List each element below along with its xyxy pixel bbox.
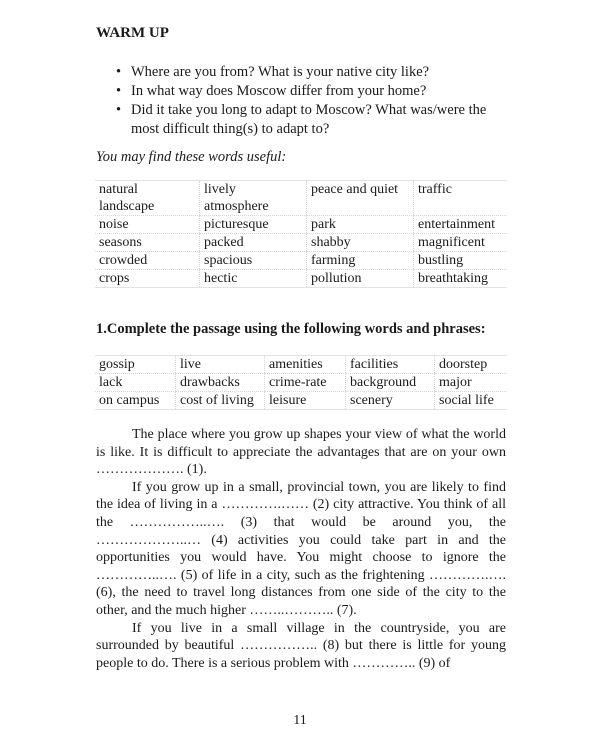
table-cell: entertainment	[414, 216, 508, 234]
warmup-question-3: • Did it take you long to adapt to Moscow? What was/were the most difficult thing(s) to adapt to?	[118, 101, 508, 139]
table-cell: crime-rate	[265, 374, 346, 392]
table-cell: park	[307, 216, 414, 234]
table-cell: drawbacks	[176, 374, 265, 392]
table-cell: background	[346, 374, 435, 392]
table-cell: picturesque	[200, 216, 307, 234]
table-row	[95, 392, 507, 410]
table-cell: lack	[95, 374, 176, 392]
table-cell: seasons	[95, 234, 200, 252]
table-cell: noise	[95, 216, 200, 234]
table-row	[95, 374, 507, 392]
table-row	[95, 252, 507, 270]
warmup-question-2: • In what way does Moscow differ from your home?	[118, 82, 508, 101]
table-cell: crowded	[95, 252, 200, 270]
passage-paragraph-2: If you grow up in a small, provincial town, you are likely to find the idea of living in a ………….…… (2) city attractive. You think of all the ……………..…. (3) that would be around you, the ………………..… (4) activities you could take part in and the opportunities you would have. You might choose to ignore the …………..…. (5) of life in a city, such as the frightening ………….…. (6), the need to travel long distances from one side of the city to the other, and the much higher ……..……….. (7).	[96, 479, 506, 618]
warmup-heading: WARM UP	[96, 25, 169, 41]
table-cell: pollution	[307, 270, 414, 288]
table-cell: on campus	[99, 393, 160, 408]
table-cell: spacious	[200, 252, 307, 270]
table-cell: natural landscape	[95, 181, 200, 216]
useful-words-table	[95, 180, 507, 288]
warmup-question-1: • Where are you from? What is your native city like?	[118, 63, 508, 82]
warmup-questions	[118, 63, 508, 139]
word-bank-table	[95, 355, 507, 410]
table-cell: major	[435, 374, 508, 392]
table-cell: cost of living	[176, 392, 265, 410]
table-cell: live	[176, 356, 265, 374]
passage-paragraph-3: If you live in a small village in the countryside, you are surrounded by beautiful …………….. (8) but there is little for young people to do. There is a serious problem with ………….. (9) of	[96, 620, 506, 671]
table-cell: amenities	[265, 356, 346, 374]
table-cell: gossip	[95, 356, 176, 374]
passage	[96, 426, 506, 672]
page-number: 11	[293, 713, 307, 728]
table-cell: bustling	[414, 252, 508, 270]
table-cell: social life	[435, 392, 508, 410]
table-cell: magnificent	[414, 234, 508, 252]
table-cell: traffic	[414, 181, 508, 216]
table-row	[95, 234, 507, 252]
table-cell: lively atmosphere	[200, 181, 307, 216]
table-cell: leisure	[265, 392, 346, 410]
table-cell: hectic	[200, 270, 307, 288]
table-cell: facilities	[346, 356, 435, 374]
table-row	[95, 216, 507, 234]
exercise-1-heading: 1.Complete the passage using the following words and phrases:	[96, 321, 486, 337]
table-cell: farming	[307, 252, 414, 270]
table-cell: scenery	[346, 392, 435, 410]
table-cell: packed	[200, 234, 307, 252]
table-cell: doorstep	[435, 356, 508, 374]
useful-words-label: You may find these words useful:	[96, 149, 287, 165]
table-row	[95, 270, 507, 288]
table-cell: shabby	[307, 234, 414, 252]
table-row	[95, 181, 507, 216]
table-cell: breathtaking	[414, 270, 508, 288]
table-row	[95, 356, 507, 374]
table-cell: peace and quiet	[307, 181, 414, 216]
passage-paragraph-1: The place where you grow up shapes your view of what the world is like. It is difficult to appreciate the advantages that are on your own ………………. (1).	[96, 427, 506, 478]
table-cell: crops	[99, 271, 130, 286]
